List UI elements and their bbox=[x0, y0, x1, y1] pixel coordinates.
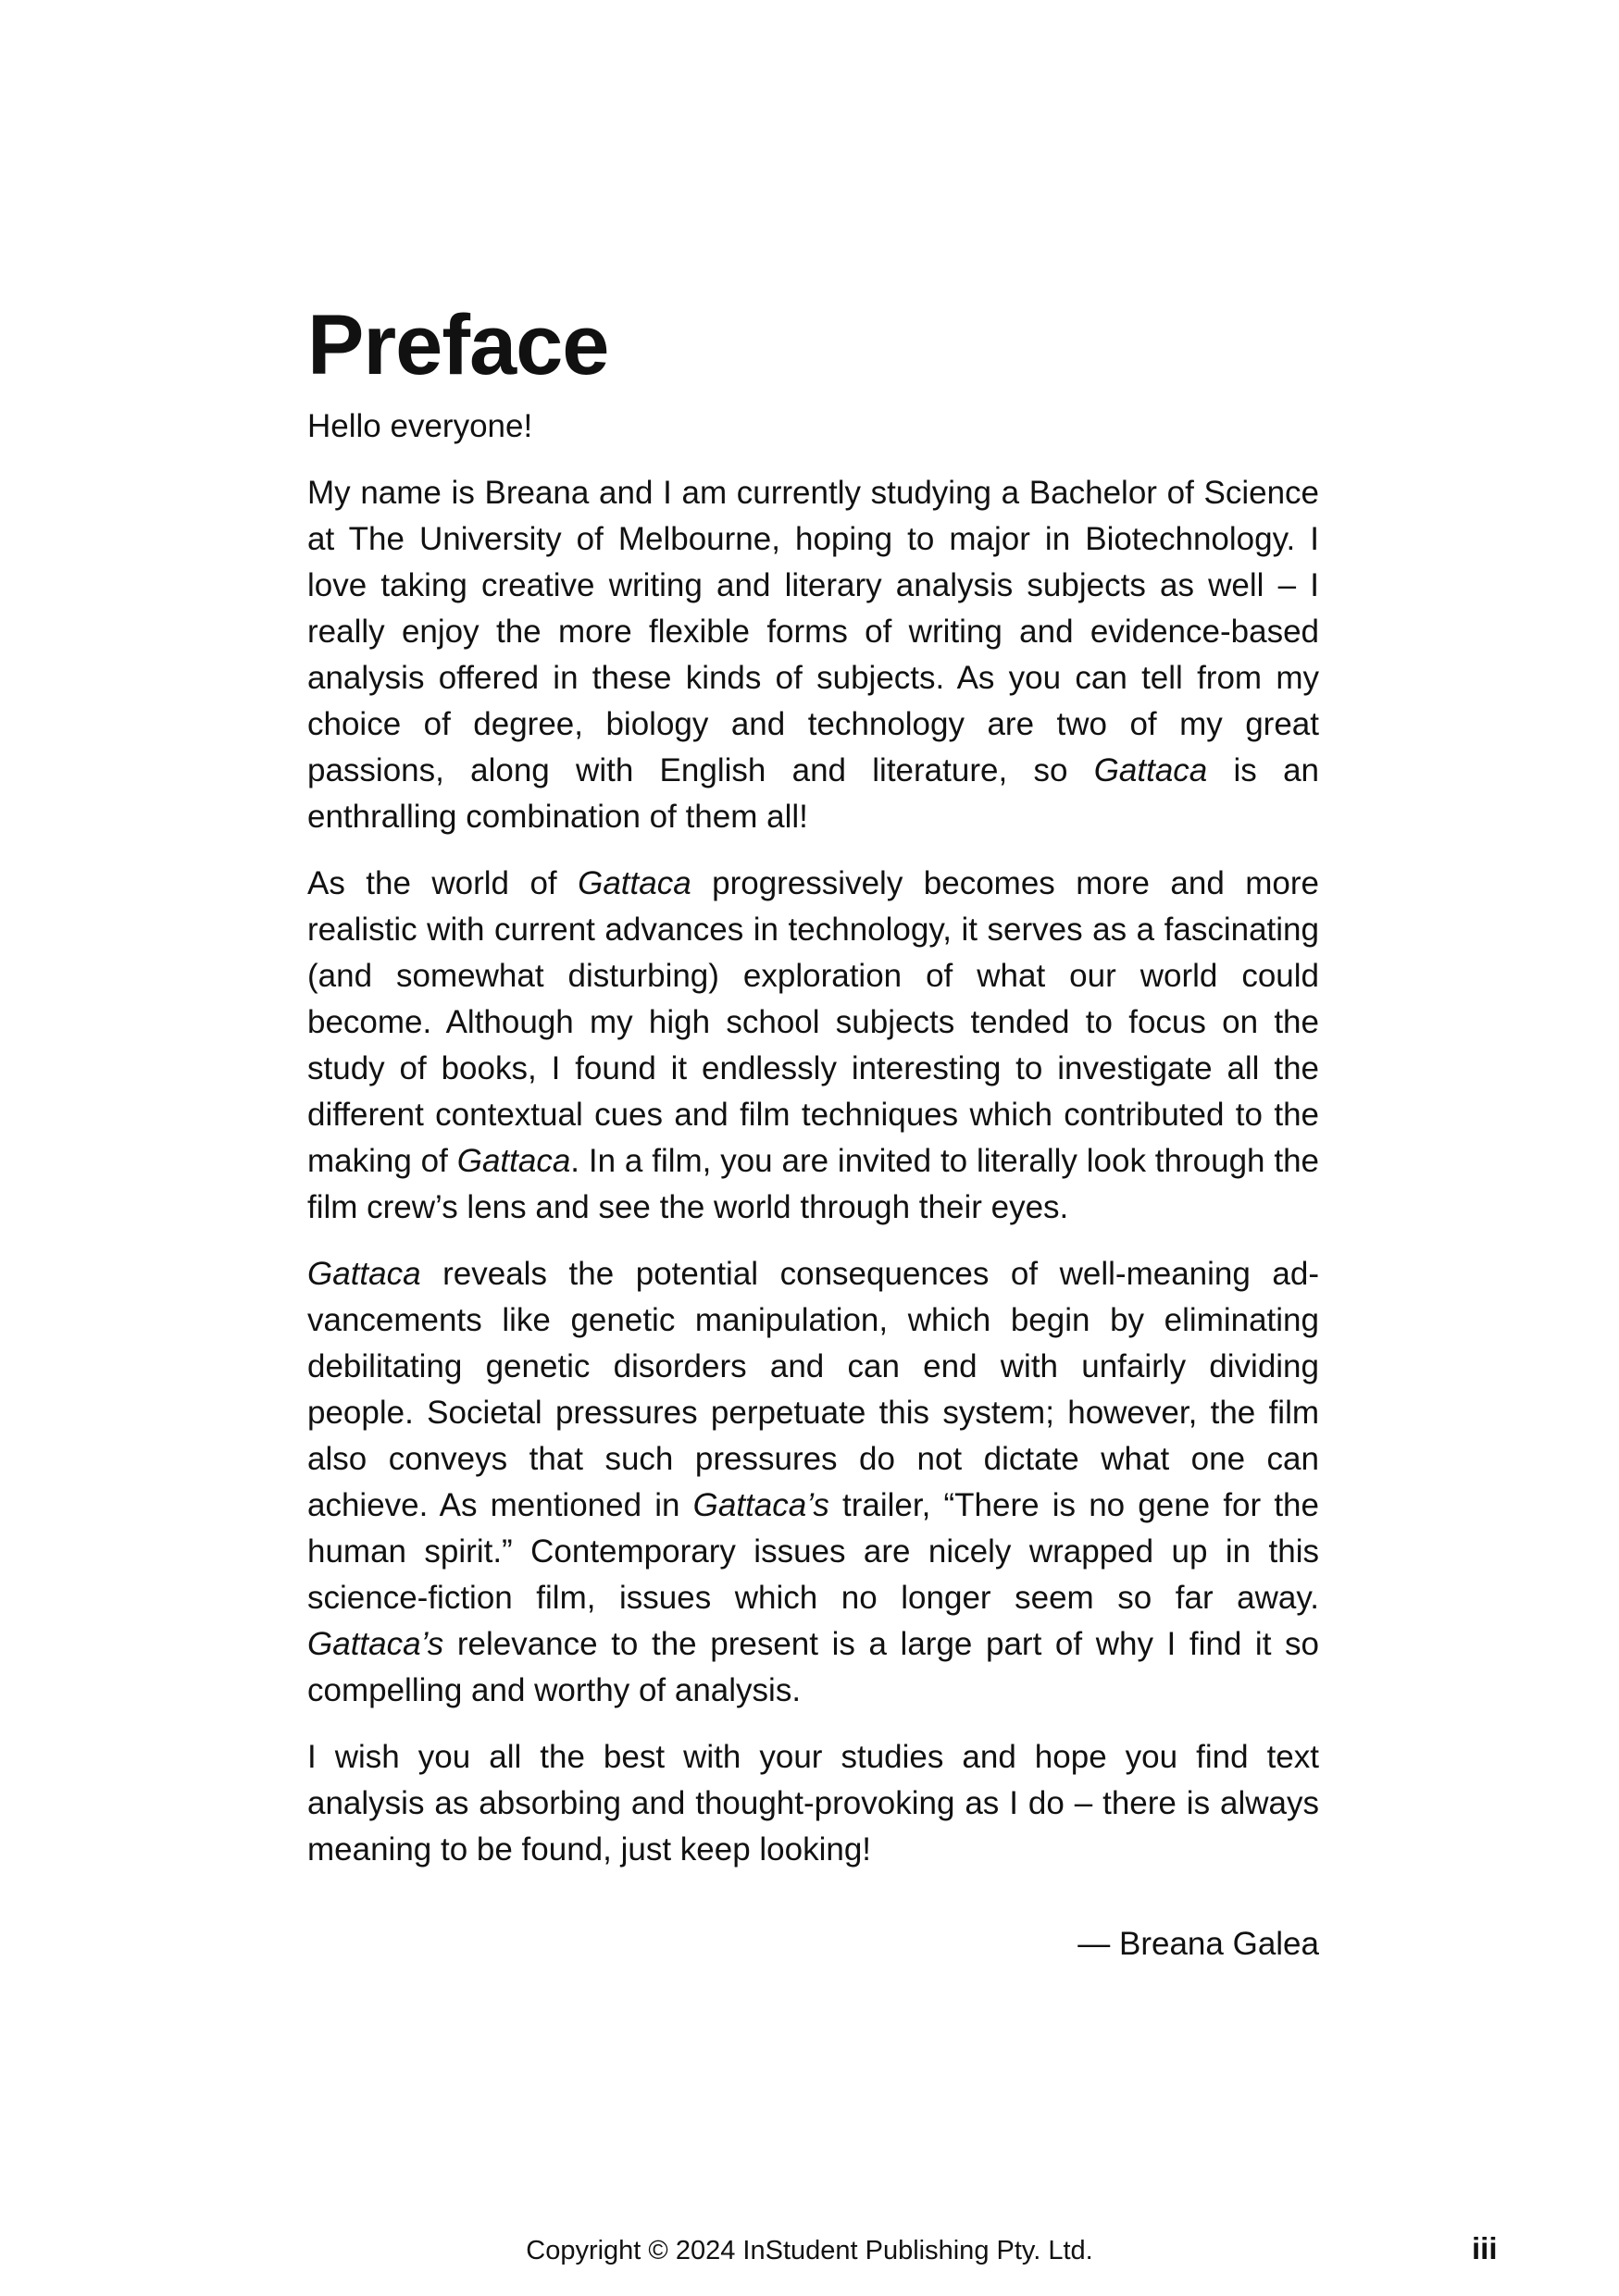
preface-paragraph bbox=[307, 470, 1319, 840]
paragraph-text: . In a film, you are invited to literally look through the film crew’s lens and see the world through their eyes. bbox=[307, 1143, 1320, 1225]
italic-title-text: Gattaca bbox=[578, 865, 691, 901]
greeting: Hello everyone! bbox=[307, 408, 533, 444]
author-signature: — Breana Galea bbox=[1077, 1926, 1319, 1962]
paragraph-text: trailer, “There is no gene for the human spirit.” Contemporary issues are nicely wrapped up in this science-fiction film, issues which no longer seem so far away. bbox=[307, 1487, 1319, 1616]
paragraph-text: is an enthralling combination of them all! bbox=[307, 752, 1320, 835]
paragraph-text: As the world of bbox=[307, 865, 579, 901]
page-title: Preface bbox=[307, 298, 609, 392]
italic-title-text: Gattaca bbox=[307, 1256, 421, 1292]
paragraph-text: My name is Breana and I am currently studying a Bachelor of Science at The University of Melbourne, hoping to major in Biotechnology. I love taking creative writing and literary analysis subjects as well – I really enjoy the more flexible forms of writing and evidence-based analysis offered in these kinds of subjects. As you can tell from my choice of degree, biology and technology are two of my great passions, along with English and literature, so bbox=[307, 475, 1319, 788]
page-number: iii bbox=[1472, 2231, 1498, 2265]
preface-paragraph bbox=[307, 861, 1319, 1231]
paragraph-text: I wish you all the best with your studies and hope you find text analysis as absorbing and thought-provoking as I do – there is always meaning to be found, just keep looking! bbox=[307, 1739, 1319, 1868]
preface-content bbox=[307, 294, 1319, 1967]
paragraph-text: reveals the potential consequences of well-meaning advancements like genetic manipulation, which begin by eliminating debilitating genetic disorders and can end with unfairly dividing people. Societal pressures perpetuate this system; however, the film also conveys that such pressures do not dictate what one can achieve. As mentioned in bbox=[307, 1256, 1319, 1523]
preface-paragraph bbox=[307, 1734, 1319, 1873]
italic-title-text: Gattaca’s bbox=[307, 1626, 444, 1662]
copyright-footer: Copyright © 2024 InStudent Publishing Pty. Ltd. bbox=[526, 2236, 1093, 2265]
paragraph-text: relevance to the present is a large part of why I find it so compelling and worthy of analysis. bbox=[307, 1626, 1319, 1708]
italic-title-text: Gattaca bbox=[1093, 752, 1208, 788]
italic-title-text: Gattaca bbox=[456, 1143, 571, 1179]
paragraph-text: progressively becomes more and more realistic with current advances in technology, it serves as a fascinating (and somewhat disturbing) exploration of what our world could become. Although my high school subjects tended to focus on the study of books, I found it endlessly interesting to investigate all the different contextual cues and film techniques which contributed to the making of bbox=[307, 865, 1319, 1179]
preface-paragraph bbox=[307, 1251, 1319, 1714]
preface-body bbox=[307, 470, 1319, 1873]
italic-title-text: Gattaca’s bbox=[692, 1487, 829, 1523]
